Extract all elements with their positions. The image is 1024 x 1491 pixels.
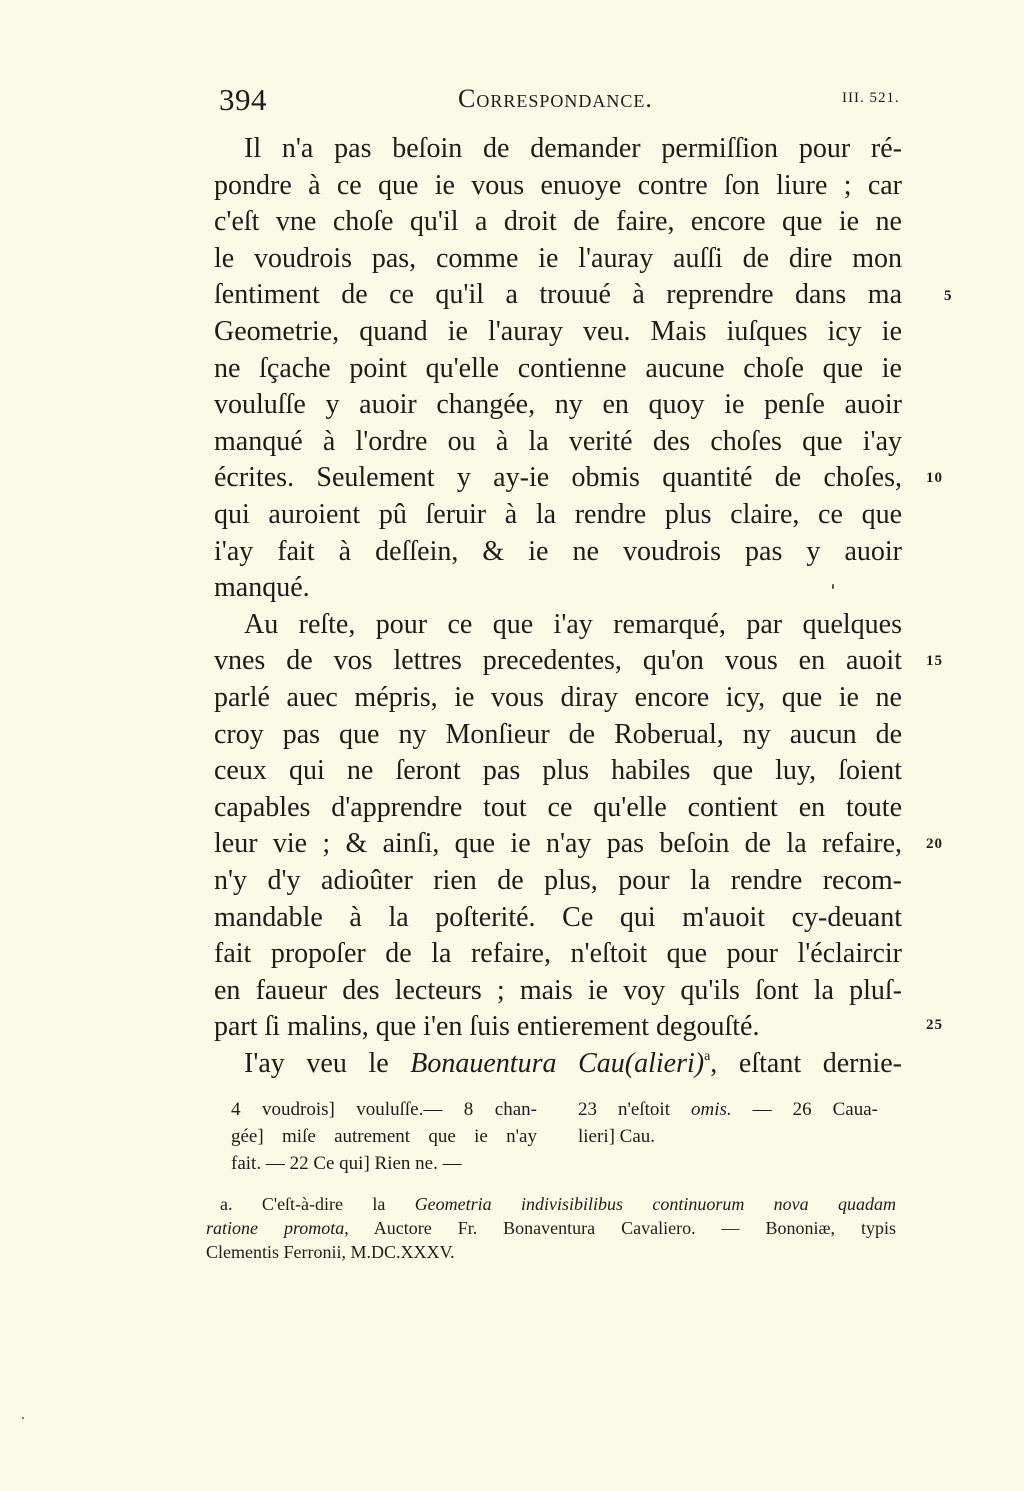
line-number: 15 [926,653,943,669]
text-run: , eſtant dernie- [710,1048,902,1079]
running-title: Correspondance. [458,84,653,113]
footnote-marker: a [704,1049,711,1064]
text-line: vnes de vos lettres precedentes, qu'on vous en auoit [214,645,902,677]
line-number: 5 [944,288,953,304]
text-line: leur vie ; & ainſi, que ie n'ay pas beſoin de la refaire, [214,828,902,860]
text-run: , Auctore Fr. Bonaventura Cavaliero. — Bononiæ, typis [344,1218,896,1238]
italic-term: omis. [690,1099,732,1120]
italic-title: Bonauentura Cau(alieri) [410,1048,705,1079]
text-run: a. C'eſt-à-dire la [220,1194,415,1214]
text-line: part ſi malins, que i'en ſuis entierement degouſté. [214,1011,760,1043]
text-line: croy pas que ny Monſieur de Roberual, ny aucun de [214,718,902,750]
paper-speck [22,1417,24,1419]
note-line [220,1192,896,1216]
text-line: Au reſte, pour ce que i'ay remarqué, par quelques [244,608,902,640]
text-line: le voudrois pas, comme ie l'auray auſſi de dire mon [214,242,902,274]
note-line: Clementis Ferronii, M.DC.XXXV. [206,1242,455,1262]
text-line: ſentiment de ce qu'il a trouué à reprendre dans ma [214,279,902,311]
text-line: vouluſſe y auoir changée, ny en quoy ie penſe auoir [214,389,902,421]
note-line [206,1216,896,1240]
line-number: 20 [926,836,943,852]
line-number: 25 [926,1017,943,1033]
text-line [244,1046,902,1082]
text-line: manqué à l'ordre ou à la verité des choſes que i'ay [214,425,902,457]
text-line: qui auroient pû ſeruir à la rendre plus claire, ce que [214,499,902,530]
note-line: lieri] Cau. [578,1126,656,1147]
text-line: i'ay fait à deſſein, & ie ne voudrois pas y auoir [214,535,902,567]
page-header [0,82,1024,118]
italic-title: ratione promota [206,1218,345,1238]
text-line: n'y d'y adioûter rien de plus, pour la rendre recom- [214,865,902,896]
text-line: fait propoſer de la refaire, n'eſtoit que pour l'éclaircir [214,938,902,970]
page-number: 394 [219,82,267,117]
text-line: ceux qui ne ſeront pas plus habiles que luy, ſoient [214,755,902,787]
note-line: 4 voudrois] vouluſſe.— 8 chan- [231,1099,537,1120]
text-line: manqué. [214,572,310,604]
text-line: Geometrie, quand ie l'auray veu. Mais iuſques icy ie [214,316,902,347]
line-number: 10 [926,470,943,486]
text-line: capables d'apprendre tout ce qu'elle contient en toute [214,791,902,823]
section-reference: III. 521. [842,90,900,106]
note-line: gée] miſe autrement que ie n'ay [231,1126,537,1147]
italic-title: Geometria indivisibilibus continuorum nova quadam [414,1194,896,1214]
text-line: parlé auec mépris, ie vous diray encore icy, que ie ne [214,682,902,713]
note-line: fait. — 22 Ce qui] Rien ne. — [231,1153,462,1174]
text-line: c'eſt vne choſe qu'il a droit de faire, encore que ie ne [214,206,902,238]
text-run: I'ay veu le [244,1048,411,1079]
note-line [578,1096,878,1123]
text-line: pondre à ce que ie vous enuoye contre ſon liure ; car [214,169,902,201]
text-line: écrites. Seulement y ay-ie obmis quantité de choſes, [214,462,902,494]
text-line: mandable à la poſterité. Ce qui m'auoit cy-deuant [214,901,902,933]
text-run: 23 n'eſtoit [578,1099,691,1120]
text-run: — 26 Caua- [731,1099,878,1120]
text-line: ne ſçache point qu'elle contienne aucune choſe que ie [214,352,902,384]
paper-speck [832,584,834,589]
text-line: en faueur des lecteurs ; mais ie voy qu'ils ſont la pluſ- [214,974,902,1006]
text-line: Il n'a pas beſoin de demander permiſſion pour ré- [244,133,902,164]
